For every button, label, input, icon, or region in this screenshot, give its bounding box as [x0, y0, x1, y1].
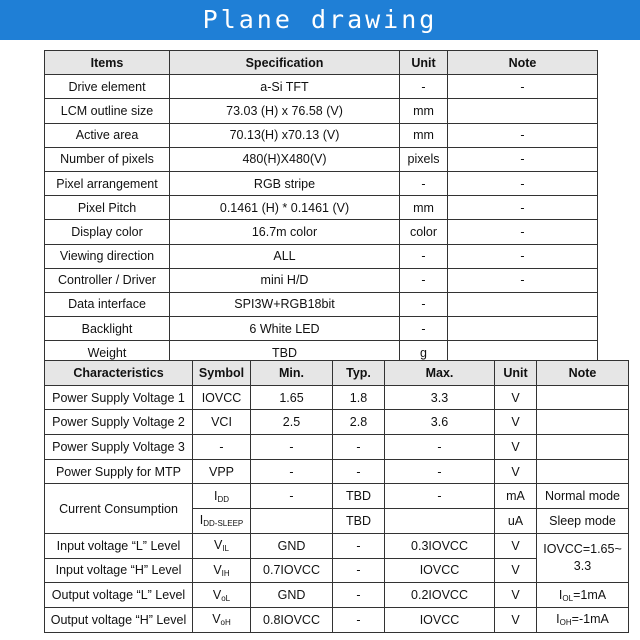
char-max-cell: -: [385, 484, 495, 509]
char-note-cell: [537, 435, 629, 460]
char-name-cell: Output voltage “L” Level: [45, 583, 193, 608]
spec-row: [45, 99, 598, 123]
char-row: [45, 410, 629, 435]
char-min-cell: 0.7IOVCC: [251, 558, 333, 583]
spec-unit-cell: color: [400, 220, 448, 244]
char-header-cell: Unit: [495, 361, 537, 386]
spec-item-cell: Active area: [45, 123, 170, 147]
note-rest: =1mA: [573, 587, 607, 602]
char-min-cell: -: [251, 484, 333, 509]
spec-row: [45, 268, 598, 292]
spec-header-row: [45, 51, 598, 75]
characteristics-table: [44, 360, 629, 633]
char-max-cell: [385, 509, 495, 534]
char-max-cell: 0.3IOVCC: [385, 533, 495, 558]
symbol-subscript: oH: [220, 618, 231, 628]
char-name-cell: Power Supply Voltage 2: [45, 410, 193, 435]
spec-header-cell: Unit: [400, 51, 448, 75]
char-sym-cell: [193, 558, 251, 583]
note-main: I: [558, 587, 563, 602]
symbol-main: I: [199, 513, 204, 528]
char-unit-cell: uA: [495, 509, 537, 534]
output-level-row: [45, 607, 629, 632]
char-typ-cell: -: [333, 533, 385, 558]
char-row: [45, 459, 629, 484]
spec-note-cell: -: [448, 75, 598, 99]
symbol-main: I: [213, 488, 218, 503]
char-name-cell: Output voltage “H” Level: [45, 607, 193, 632]
char-max-cell: 0.2IOVCC: [385, 583, 495, 608]
spec-value-cell: TBD: [170, 341, 400, 365]
char-min-cell: -: [251, 435, 333, 460]
char-name-cell: Power Supply Voltage 3: [45, 435, 193, 460]
spec-unit-cell: -: [400, 317, 448, 341]
char-unit-cell: V: [495, 583, 537, 608]
char-sym-cell: [193, 533, 251, 558]
spec-item-cell: Drive element: [45, 75, 170, 99]
char-max-cell: IOVCC: [385, 558, 495, 583]
char-header-cell: Max.: [385, 361, 495, 386]
spec-row: [45, 196, 598, 220]
char-max-cell: IOVCC: [385, 607, 495, 632]
char-sym-cell: [193, 607, 251, 632]
char-unit-cell: V: [495, 385, 537, 410]
char-note-cell: [537, 459, 629, 484]
spec-header-cell: Note: [448, 51, 598, 75]
spec-note-cell: -: [448, 196, 598, 220]
char-max-cell: -: [385, 435, 495, 460]
char-max-cell: 3.3: [385, 385, 495, 410]
char-note-cell: Sleep mode: [537, 509, 629, 534]
symbol-subscript: IL: [222, 544, 229, 554]
char-unit-cell: mA: [495, 484, 537, 509]
current-consumption-label: Current Consumption: [45, 484, 193, 533]
spec-unit-cell: mm: [400, 99, 448, 123]
char-typ-cell: 2.8: [333, 410, 385, 435]
spec-item-cell: Pixel Pitch: [45, 196, 170, 220]
char-typ-cell: 1.8: [333, 385, 385, 410]
spec-row: [45, 220, 598, 244]
char-unit-cell: V: [495, 410, 537, 435]
spec-row: [45, 75, 598, 99]
char-typ-cell: -: [333, 558, 385, 583]
char-typ-cell: -: [333, 583, 385, 608]
output-level-row: [45, 583, 629, 608]
char-name-cell: Input voltage “H” Level: [45, 558, 193, 583]
char-name-cell: Power Supply Voltage 1: [45, 385, 193, 410]
page-title-banner: Plane drawing: [0, 0, 640, 40]
char-typ-cell: TBD: [333, 509, 385, 534]
spec-unit-cell: -: [400, 171, 448, 195]
spec-value-cell: 73.03 (H) x 76.58 (V): [170, 99, 400, 123]
char-sym-cell: -: [193, 435, 251, 460]
spec-note-cell: [448, 317, 598, 341]
spec-value-cell: RGB stripe: [170, 171, 400, 195]
char-min-cell: GND: [251, 533, 333, 558]
symbol-subscript: DD: [217, 494, 230, 504]
input-level-row: [45, 533, 629, 558]
spec-value-cell: 6 White LED: [170, 317, 400, 341]
spec-header-cell: Specification: [170, 51, 400, 75]
spec-item-cell: Weight: [45, 341, 170, 365]
char-note-cell: [537, 410, 629, 435]
spec-row: [45, 171, 598, 195]
spec-unit-cell: g: [400, 341, 448, 365]
char-sym-cell: VCI: [193, 410, 251, 435]
char-min-cell: 1.65: [251, 385, 333, 410]
char-header-cell: Characteristics: [45, 361, 193, 386]
char-min-cell: -: [251, 459, 333, 484]
spec-value-cell: ALL: [170, 244, 400, 268]
spec-note-cell: -: [448, 220, 598, 244]
char-unit-cell: V: [495, 533, 537, 558]
char-name-cell: Power Supply for MTP: [45, 459, 193, 484]
spec-item-cell: Display color: [45, 220, 170, 244]
spec-item-cell: Backlight: [45, 317, 170, 341]
current-row-normal: [45, 484, 629, 509]
spec-item-cell: LCM outline size: [45, 99, 170, 123]
spec-value-cell: 480(H)X480(V): [170, 147, 400, 171]
spec-value-cell: 0.1461 (H) * 0.1461 (V): [170, 196, 400, 220]
symbol-main: V: [213, 538, 223, 553]
char-name-cell: Input voltage “L” Level: [45, 533, 193, 558]
spec-unit-cell: pixels: [400, 147, 448, 171]
char-sym-cell: [193, 509, 251, 534]
char-row: [45, 435, 629, 460]
spec-item-cell: Number of pixels: [45, 147, 170, 171]
char-sym-cell: VPP: [193, 459, 251, 484]
symbol-main: V: [212, 587, 222, 602]
spec-row: [45, 317, 598, 341]
symbol-subscript: IH: [221, 568, 230, 578]
char-min-cell: GND: [251, 583, 333, 608]
spec-note-cell: -: [448, 171, 598, 195]
char-max-cell: 3.6: [385, 410, 495, 435]
char-note-cell: [537, 607, 629, 632]
spec-row: [45, 292, 598, 316]
note-subscript: OH: [559, 618, 572, 628]
char-sym-cell: [193, 583, 251, 608]
spec-row: [45, 123, 598, 147]
symbol-main: V: [213, 562, 222, 577]
char-note-cell: [537, 583, 629, 608]
char-min-cell: [251, 509, 333, 534]
spec-note-cell: [448, 99, 598, 123]
spec-value-cell: SPI3W+RGB18bit: [170, 292, 400, 316]
spec-item-cell: Controller / Driver: [45, 268, 170, 292]
spec-item-cell: Data interface: [45, 292, 170, 316]
char-typ-cell: -: [333, 459, 385, 484]
char-note-cell: Normal mode: [537, 484, 629, 509]
char-note-cell: [537, 385, 629, 410]
note-subscript: OL: [562, 593, 574, 603]
spec-note-cell: [448, 292, 598, 316]
char-header-cell: Note: [537, 361, 629, 386]
char-unit-cell: V: [495, 558, 537, 583]
spec-unit-cell: -: [400, 75, 448, 99]
specification-table: [44, 50, 598, 365]
spec-header-cell: Items: [45, 51, 170, 75]
note-main: I: [556, 612, 560, 627]
spec-unit-cell: -: [400, 244, 448, 268]
spec-unit-cell: -: [400, 292, 448, 316]
char-header-cell: Min.: [251, 361, 333, 386]
char-unit-cell: V: [495, 435, 537, 460]
spec-unit-cell: mm: [400, 196, 448, 220]
char-header-cell: Typ.: [333, 361, 385, 386]
char-sym-cell: [193, 484, 251, 509]
char-sym-cell: IOVCC: [193, 385, 251, 410]
spec-note-cell: -: [448, 147, 598, 171]
char-header-cell: Symbol: [193, 361, 251, 386]
char-max-cell: -: [385, 459, 495, 484]
spec-value-cell: mini H/D: [170, 268, 400, 292]
char-unit-cell: V: [495, 607, 537, 632]
char-typ-cell: -: [333, 435, 385, 460]
char-row: [45, 385, 629, 410]
char-typ-cell: TBD: [333, 484, 385, 509]
spec-row: [45, 147, 598, 171]
spec-note-cell: -: [448, 123, 598, 147]
spec-note-cell: -: [448, 244, 598, 268]
spec-item-cell: Viewing direction: [45, 244, 170, 268]
char-typ-cell: -: [333, 607, 385, 632]
spec-item-cell: Pixel arrangement: [45, 171, 170, 195]
char-min-cell: 2.5: [251, 410, 333, 435]
symbol-subscript: oL: [221, 593, 231, 603]
spec-unit-cell: mm: [400, 123, 448, 147]
spec-unit-cell: -: [400, 268, 448, 292]
char-header-row: [45, 361, 629, 386]
symbol-subscript: DD-SLEEP: [203, 519, 244, 529]
spec-value-cell: 16.7m color: [170, 220, 400, 244]
note-rest: =-1mA: [571, 612, 609, 627]
char-unit-cell: V: [495, 459, 537, 484]
spec-value-cell: a-Si TFT: [170, 75, 400, 99]
char-min-cell: 0.8IOVCC: [251, 607, 333, 632]
spec-note-cell: -: [448, 268, 598, 292]
symbol-main: V: [212, 612, 221, 627]
spec-row: [45, 244, 598, 268]
iovcc-range-note: IOVCC=1.65~ 3.3: [537, 533, 629, 582]
spec-value-cell: 70.13(H) x70.13 (V): [170, 123, 400, 147]
